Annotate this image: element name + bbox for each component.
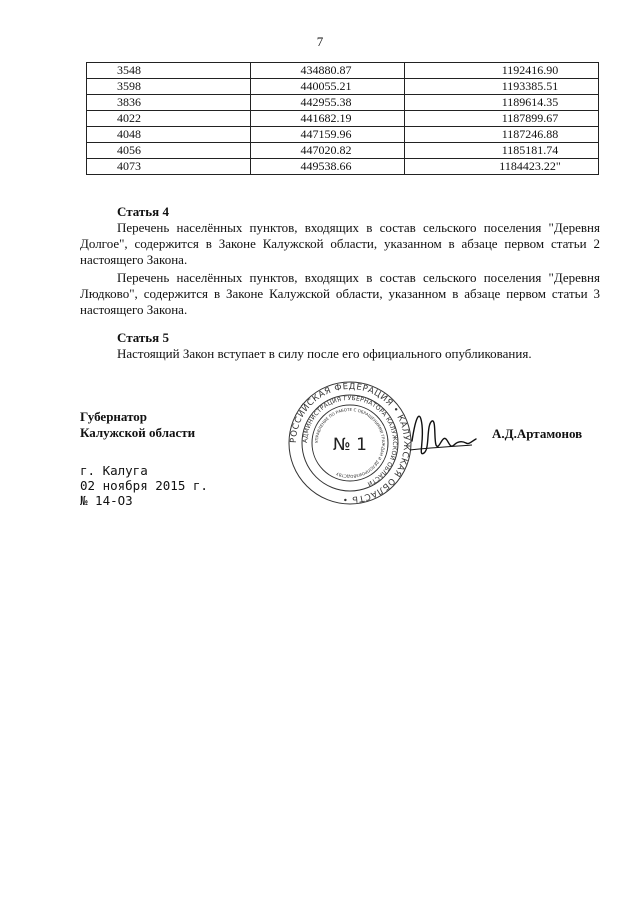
governor-title [80, 409, 195, 441]
seal-inner-text: УПРАВЛЕНИЕ ПО РАБОТЕ С ОБРАЩЕНИЯМИ ГРАЖДАН И ДЕЛОПРОИЗВОДСТВУ [313, 406, 387, 480]
date: 02 ноября 2015 г. [80, 478, 208, 493]
official-seal [286, 380, 414, 506]
page-number: 7 [316, 34, 324, 49]
table-cell: 440055.21 [251, 79, 405, 95]
seal-middle-text: АДМИНИСТРАЦИЯ ГУБЕРНАТОРА КАЛУЖСКОЙ ОБЛАСТИ [301, 394, 399, 488]
article-heading: Статья 5 [117, 330, 169, 345]
table-cell: 4048 [87, 127, 251, 143]
table-row [87, 111, 599, 127]
governor-title-line: Губернатор [80, 409, 148, 424]
table-cell: 442955.38 [251, 95, 405, 111]
governor-title-line: Калужской области [80, 425, 196, 440]
signatory-name: А.Д.Артамонов [492, 426, 583, 441]
table-cell: 4073 [87, 159, 251, 175]
article-paragraph: Перечень населённых пунктов, входящих в состав сельского поселения "Деревня Людково", содержится в Законе Калужской области, указанном в абзаце первом статьи 3 настоящего Закона. [80, 270, 600, 317]
article-4 [80, 204, 600, 320]
article-paragraph: Перечень населённых пунктов, входящих в состав сельского поселения "Деревня Долгое", содержится в Законе Калужской области, указанном в абзаце первом статьи 2 настоящего Закона. [80, 220, 600, 267]
table-cell: 447159.96 [251, 127, 405, 143]
seal-outer-text: РОССИЙСКАЯ ФЕДЕРАЦИЯ • КАЛУЖСКАЯ ОБЛАСТЬ • [288, 381, 412, 505]
article-heading: Статья 4 [117, 204, 169, 219]
table-cell: 4022 [87, 111, 251, 127]
table-cell: 1189614.35 [405, 95, 599, 111]
law-number: № 14-ОЗ [80, 493, 133, 508]
table-cell: 434880.87 [251, 63, 405, 79]
article-5 [80, 330, 600, 362]
table-row [87, 79, 599, 95]
seal-center-number: № 1 [333, 435, 367, 455]
table-cell: 3548 [87, 63, 251, 79]
table-cell: 1184423.22" [405, 159, 599, 175]
table-cell: 3598 [87, 79, 251, 95]
table-cell: 1187246.88 [405, 127, 599, 143]
table-cell: 441682.19 [251, 111, 405, 127]
city: г. Калуга [80, 463, 148, 478]
table-row [87, 95, 599, 111]
table-row [87, 63, 599, 79]
law-footer [80, 463, 208, 508]
table-row [87, 159, 599, 175]
table-cell: 3836 [87, 95, 251, 111]
table-cell: 1193385.51 [405, 79, 599, 95]
table-cell: 1187899.67 [405, 111, 599, 127]
table-cell: 1185181.74 [405, 143, 599, 159]
table-cell: 449538.66 [251, 159, 405, 175]
handwritten-signature [406, 395, 478, 475]
table-row [87, 127, 599, 143]
table-cell: 447020.82 [251, 143, 405, 159]
table-cell: 1192416.90 [405, 63, 599, 79]
table-row [87, 143, 599, 159]
table-cell: 4056 [87, 143, 251, 159]
article-paragraph: Настоящий Закон вступает в силу после его официального опубликования. [117, 346, 532, 361]
coordinates-table [86, 62, 599, 175]
